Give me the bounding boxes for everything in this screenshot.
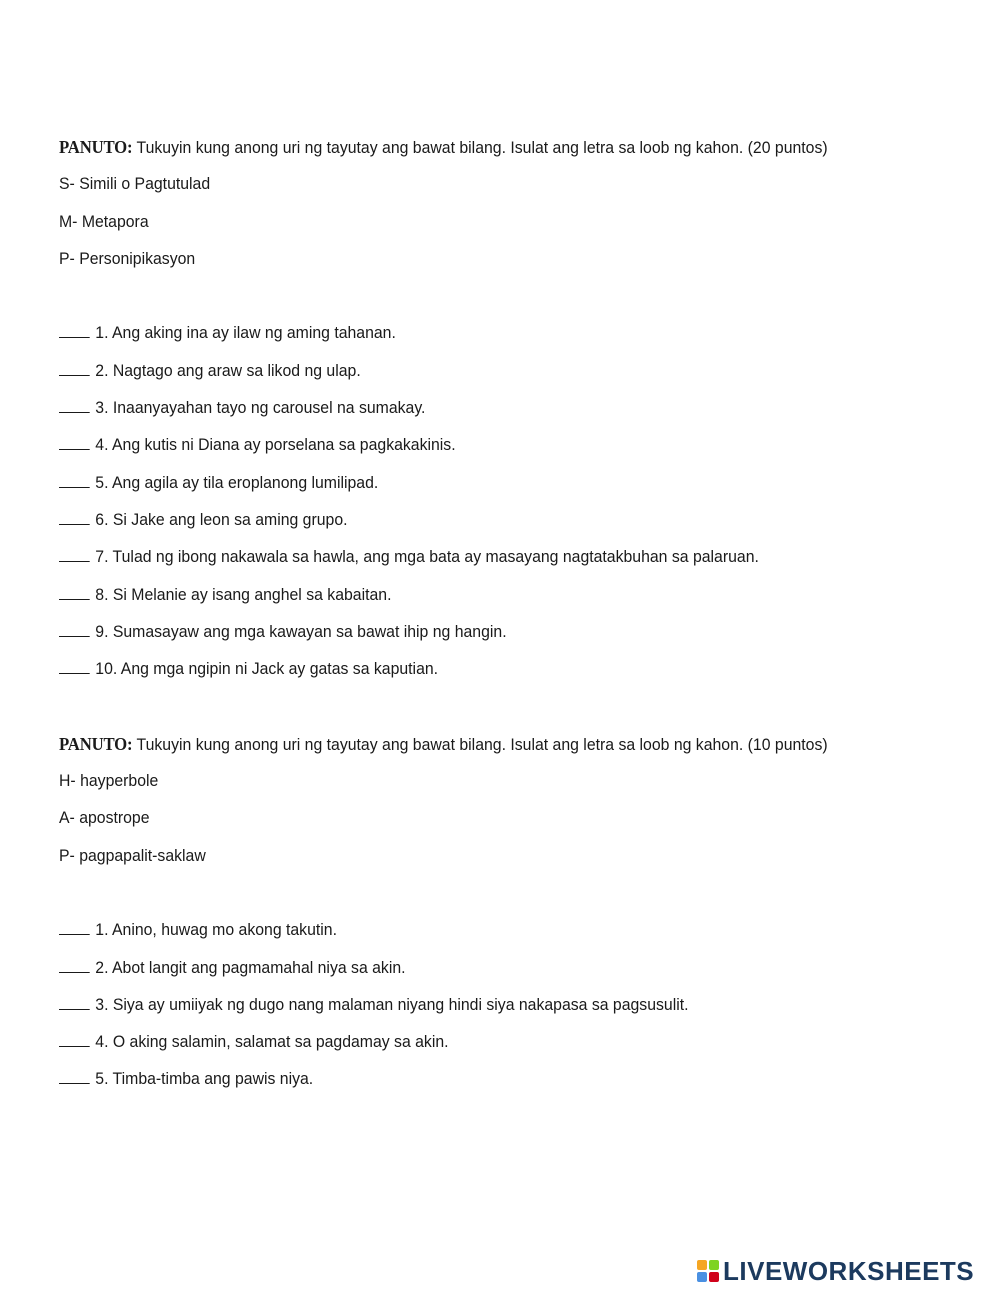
answer-blank[interactable]	[59, 920, 90, 935]
item-text: 10. Ang mga ngipin ni Jack ay gatas sa kaputian.	[95, 659, 439, 679]
answer-blank[interactable]	[59, 323, 90, 338]
answer-blank[interactable]	[59, 585, 90, 600]
logo-square	[697, 1260, 707, 1270]
worksheet	[59, 135, 959, 1105]
section2-item-3	[59, 993, 896, 1030]
item-text: 6. Si Jake ang leon sa aming grupo.	[95, 509, 348, 529]
section1-instruction	[59, 135, 896, 172]
answer-blank[interactable]	[59, 958, 90, 973]
answer-blank[interactable]	[59, 1032, 90, 1047]
answer-blank[interactable]	[59, 547, 90, 562]
section2-item-5	[59, 1067, 896, 1104]
answer-blank[interactable]	[59, 659, 90, 674]
section2-item-1	[59, 918, 896, 955]
section1-legend-s: S- Simili o Pagtutulad	[59, 174, 211, 194]
section1-item-3	[59, 396, 896, 433]
section2-item-4	[59, 1030, 896, 1067]
section1-label: PANUTO:	[59, 137, 133, 157]
answer-blank[interactable]	[59, 995, 90, 1010]
answer-blank[interactable]	[59, 510, 90, 525]
section2-legend-a: A- apostrope	[59, 808, 150, 828]
liveworksheets-logo-icon	[697, 1260, 719, 1282]
section1-item-2	[59, 359, 896, 396]
logo-square	[697, 1272, 707, 1282]
section1-legend-p: P- Personipikasyon	[59, 248, 196, 268]
section1-instruction-text: Tukuyin kung anong uri ng tayutay ang bawat bilang. Isulat ang letra sa loob ng kahon. (20 puntos)	[136, 138, 828, 157]
item-text: 4. Ang kutis ni Diana ay porselana sa pagkakakinis.	[95, 435, 456, 455]
item-text: 3. Inaanyayahan tayo ng carousel na sumakay.	[95, 398, 426, 418]
item-text: 7. Tulad ng ibong nakawala sa hawla, ang mga bata ay masayang nagtatakbuhan sa palaruan.	[95, 547, 759, 567]
answer-blank[interactable]	[59, 473, 90, 488]
item-text: 5. Ang agila ay tila eroplanong lumilipad.	[95, 472, 379, 492]
section2-legend-p: P- pagpapalit-saklaw	[59, 845, 206, 865]
section1-item-8	[59, 583, 896, 620]
section1-item-7	[59, 545, 896, 582]
item-text: 4. O aking salamin, salamat sa pagdamay sa akin.	[95, 1032, 449, 1052]
item-text: 1. Anino, huwag mo akong takutin.	[95, 920, 337, 940]
section2-legend-h: H- hayperbole	[59, 771, 159, 791]
logo-square	[709, 1260, 719, 1270]
answer-blank[interactable]	[59, 435, 90, 450]
answer-blank[interactable]	[59, 361, 90, 376]
item-text: 3. Siya ay umiiyak ng dugo nang malaman niyang hindi siya nakapasa sa pagsusulit.	[95, 994, 689, 1014]
item-text: 8. Si Melanie ay isang anghel sa kabaitan.	[95, 584, 392, 604]
item-text: 2. Nagtago ang araw sa likod ng ulap.	[95, 360, 361, 380]
section2-instruction-text: Tukuyin kung anong uri ng tayutay ang bawat bilang. Isulat ang letra sa loob ng kahon. (10 puntos)	[136, 734, 828, 754]
answer-blank[interactable]	[59, 622, 90, 637]
section1-item-5	[59, 471, 896, 508]
logo-square	[709, 1272, 719, 1282]
section1-item-6	[59, 508, 896, 545]
answer-blank[interactable]	[59, 1069, 90, 1084]
section1-item-1	[59, 321, 896, 358]
item-text: 9. Sumasayaw ang mga kawayan sa bawat ihip ng hangin.	[95, 621, 507, 641]
section2-label: PANUTO:	[59, 733, 133, 754]
answer-blank[interactable]	[59, 398, 90, 413]
item-text: 5. Timba-timba ang pawis niya.	[95, 1069, 314, 1089]
liveworksheets-logo[interactable]	[697, 1255, 974, 1287]
section2-item-2	[59, 956, 896, 993]
item-text: 2. Abot langit ang pagmamahal niya sa akin.	[95, 957, 406, 977]
section2-instruction	[59, 732, 896, 769]
logo-text: LIVEWORKSHEETS	[723, 1255, 975, 1286]
section1-item-10	[59, 657, 896, 694]
section1-item-4	[59, 433, 896, 470]
section1-item-9	[59, 620, 896, 657]
item-text: 1. Ang aking ina ay ilaw ng aming tahanan.	[95, 323, 396, 343]
section1-legend-m: M- Metapora	[59, 211, 149, 231]
